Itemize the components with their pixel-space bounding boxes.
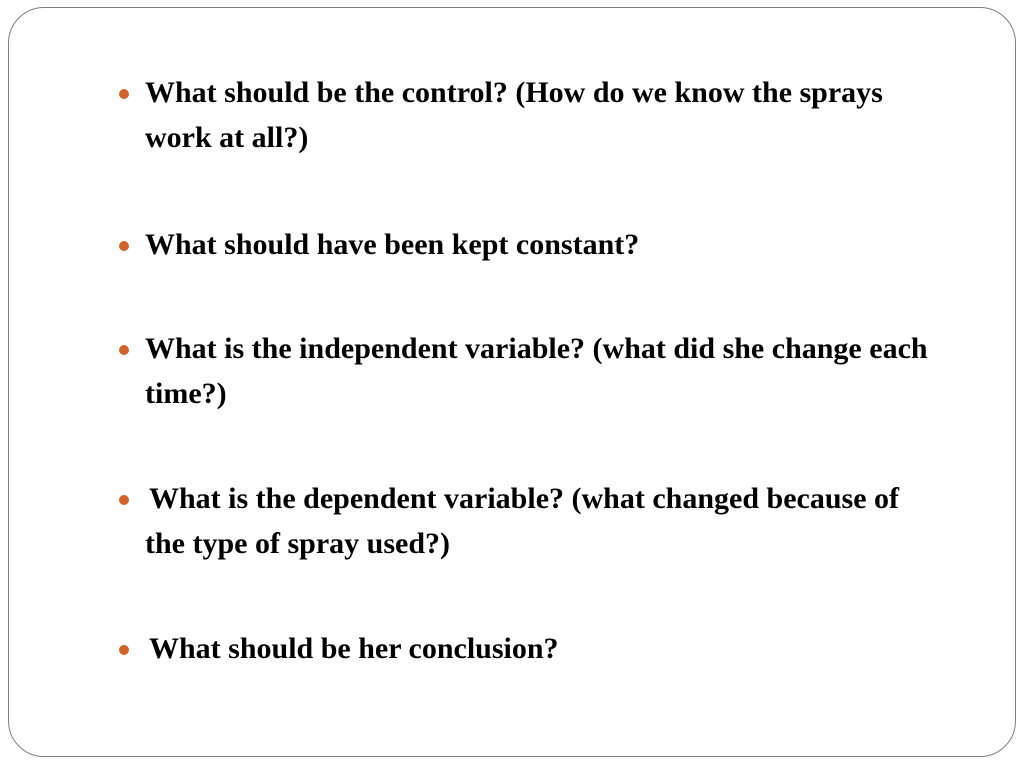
bullet-dot-icon — [119, 89, 129, 99]
bullet-item-independent-variable — [114, 326, 944, 416]
slide-frame — [8, 7, 1016, 757]
bullet-list — [9, 8, 1015, 756]
bullet-dot-icon — [119, 345, 129, 355]
bullet-text: What is the dependent variable? (what changed because of the type of spray used?) — [145, 482, 900, 560]
bullet-dot-icon — [119, 241, 129, 251]
bullet-dot-icon — [119, 645, 129, 655]
bullet-item-dependent-variable — [114, 476, 944, 566]
bullet-item-conclusion — [114, 626, 944, 671]
bullet-text: What should be her conclusion? — [149, 632, 559, 665]
bullet-item-control — [114, 70, 944, 160]
bullet-text: What is the independent variable? (what did she change each time?) — [145, 332, 928, 410]
bullet-text: What should be the control? (How do we know the sprays work at all?) — [145, 76, 883, 154]
bullet-item-constant — [114, 222, 944, 267]
bullet-dot-icon — [119, 495, 129, 505]
bullet-text: What should have been kept constant? — [145, 228, 640, 261]
